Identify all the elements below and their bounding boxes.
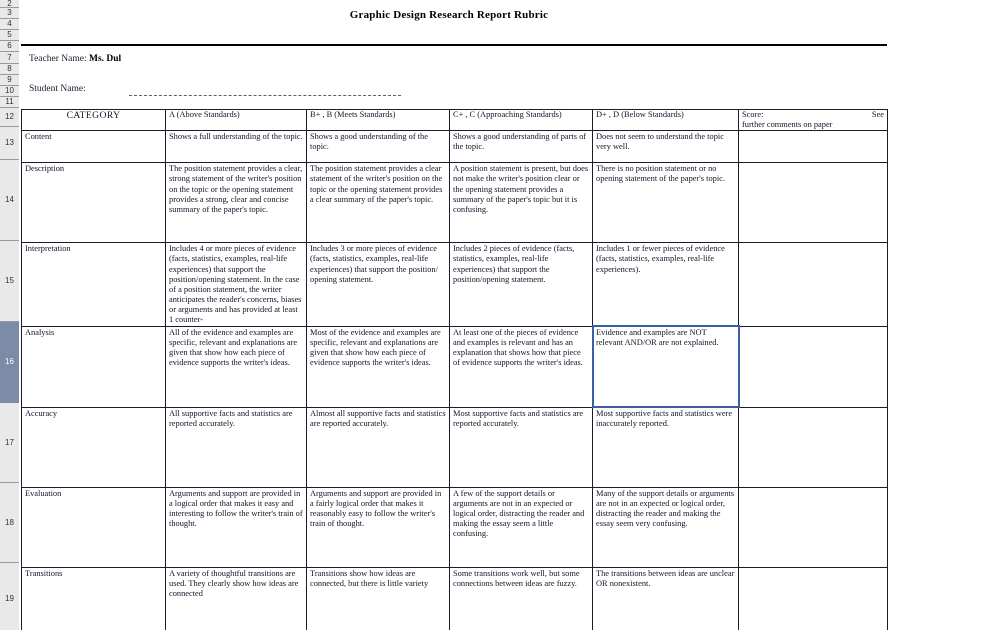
cell-score[interactable] [739,326,888,407]
cell-category[interactable]: Transitions [22,567,166,630]
top-divider-rule [21,44,887,46]
cell-c[interactable]: A position statement is present, but does not make the writer's position clear or the opening statement provides a summary of the paper's topic but it is confusing. [450,163,593,243]
row-header-19[interactable]: 19 [0,563,19,630]
cell-c[interactable]: Shows a good understanding of parts of the topic. [450,131,593,163]
row-header-14[interactable]: 14 [0,160,19,241]
column-header-c: C+ , C (Approaching Standards) [450,110,593,131]
rubric-table-body [22,131,888,630]
cell-score[interactable] [739,131,888,163]
rubric-table [21,109,888,630]
row-header-13[interactable]: 13 [0,127,19,160]
row-header-3[interactable]: 3 [0,8,19,19]
row-header-7[interactable]: 7 [0,52,19,64]
student-name-blank-line [129,95,401,96]
cell-category[interactable]: Content [22,131,166,163]
cell-category[interactable]: Analysis [22,326,166,407]
cell-score[interactable] [739,567,888,630]
row-header-18[interactable]: 18 [0,483,19,563]
cell-score[interactable] [739,407,888,487]
score-see-label: See [871,110,884,119]
rubric-table-header [22,110,888,131]
row-header-11[interactable]: 11 [0,97,19,108]
teacher-name-label: Teacher Name: [29,54,87,64]
cell-d[interactable]: Evidence and examples are NOT relevant AND/OR are not explained. [593,326,739,407]
cell-c[interactable]: Most supportive facts and statistics are reported accurately. [450,407,593,487]
cell-c[interactable]: A few of the support details or arguments are not in an expected or logical order, distracting the reader and making the essay seem a little confusing. [450,487,593,567]
row-header-2[interactable]: 2 [0,0,19,8]
cell-b[interactable]: Shows a good understanding of the topic. [307,131,450,163]
cell-category[interactable]: Description [22,163,166,243]
cell-d[interactable]: Includes 1 or fewer pieces of evidence (facts, statistics, examples, real-life experiences). [593,243,739,326]
cell-d[interactable]: Many of the support details or arguments are not in an expected or logical order, distracting the reader and making the essay seem very confusing. [593,487,739,567]
cell-c[interactable]: Some transitions work well, but some connections between ideas are fuzzy. [450,567,593,630]
row-header-16[interactable]: 16 [0,322,19,403]
table-row [22,163,888,243]
column-header-b: B+ , B (Meets Standards) [307,110,450,131]
cell-b[interactable]: Transitions show how ideas are connected, but there is little variety [307,567,450,630]
table-row [22,407,888,487]
row-header-5[interactable]: 5 [0,30,19,41]
row-header-8[interactable]: 8 [0,64,19,75]
cell-a[interactable]: All supportive facts and statistics are reported accurately. [166,407,307,487]
column-header-category: CATEGORY [22,110,166,131]
cell-a[interactable]: All of the evidence and examples are specific, relevant and explanations are given that show how each piece of evidence supports the writer's ideas. [166,326,307,407]
cell-score[interactable] [739,487,888,567]
cell-category[interactable]: Evaluation [22,487,166,567]
cell-a[interactable]: A variety of thoughtful transitions are used. They clearly show how ideas are connected [166,567,307,630]
cell-c[interactable]: At least one of the pieces of evidence and examples is relevant and has an explanation that shows how that piece of evidence supports the writer's ideas. [450,326,593,407]
score-subtext: further comments on paper [742,120,833,130]
column-header-score [739,110,888,131]
score-label: Score: [742,110,764,119]
page-title: Graphic Design Research Report Rubric [349,9,549,21]
cell-category[interactable]: Interpretation [22,243,166,326]
table-row [22,243,888,326]
cell-b[interactable]: The position statement provides a clear statement of the writer's position on the topic or the opening statement provides a clear summary of the paper's topic. [307,163,450,243]
row-header-6[interactable]: 6 [0,41,19,52]
row-header-17[interactable]: 17 [0,403,19,483]
teacher-name-value: Ms. Dul [89,54,122,64]
sheet-content [19,0,981,630]
table-header-row [22,110,888,131]
row-header-10[interactable]: 10 [0,86,19,97]
cell-a[interactable]: Includes 4 or more pieces of evidence (facts, statistics, examples, real-life experiences) that support the position/opening statement. In the case of a position statement, the writer anticipates the reader's concerns, biases or arguments and has provided at least 1 counter- [166,243,307,326]
cell-score[interactable] [739,163,888,243]
cell-a[interactable]: Arguments and support are provided in a logical order that makes it easy and interesting to follow the writer's train of thought. [166,487,307,567]
cell-d[interactable]: Does not seem to understand the topic very well. [593,131,739,163]
cell-b[interactable]: Includes 3 or more pieces of evidence (facts, statistics, examples, real-life experiences) that support the position/ opening statement. [307,243,450,326]
cell-b[interactable]: Almost all supportive facts and statistics are reported accurately. [307,407,450,487]
row-header-9[interactable]: 9 [0,75,19,86]
cell-category[interactable]: Accuracy [22,407,166,487]
student-name-field [29,84,86,94]
table-row [22,326,888,407]
cell-d[interactable]: There is no position statement or no opening statement of the paper's topic. [593,163,739,243]
row-header-15[interactable]: 15 [0,241,19,322]
cell-b[interactable]: Arguments and support are provided in a fairly logical order that makes it reasonably easy to follow the writer's train of thought. [307,487,450,567]
teacher-name-field [29,54,121,64]
cell-a[interactable]: Shows a full understanding of the topic. [166,131,307,163]
cell-d[interactable]: Most supportive facts and statistics were inaccurately reported. [593,407,739,487]
student-name-label: Student Name: [29,84,86,94]
column-header-d: D+ , D (Below Standards) [593,110,739,131]
cell-c[interactable]: Includes 2 pieces of evidence (facts, statistics, examples, real-life experiences) that support the position/opening statement. [450,243,593,326]
column-header-a: A (Above Standards) [166,110,307,131]
row-header-12[interactable]: 12 [0,108,19,127]
cell-a[interactable]: The position statement provides a clear, strong statement of the writer's position on the topic or the opening statement provides a strong, clear and concise summary of the paper's topic. [166,163,307,243]
row-header-4[interactable]: 4 [0,19,19,30]
row-header-gutter[interactable] [0,0,19,630]
table-row [22,567,888,630]
table-row [22,131,888,163]
cell-score[interactable] [739,243,888,326]
cell-d[interactable]: The transitions between ideas are unclear OR nonexistent. [593,567,739,630]
cell-b[interactable]: Most of the evidence and examples are specific, relevant and explanations are given that show how each piece of evidence supports the writer's ideas. [307,326,450,407]
table-row [22,487,888,567]
